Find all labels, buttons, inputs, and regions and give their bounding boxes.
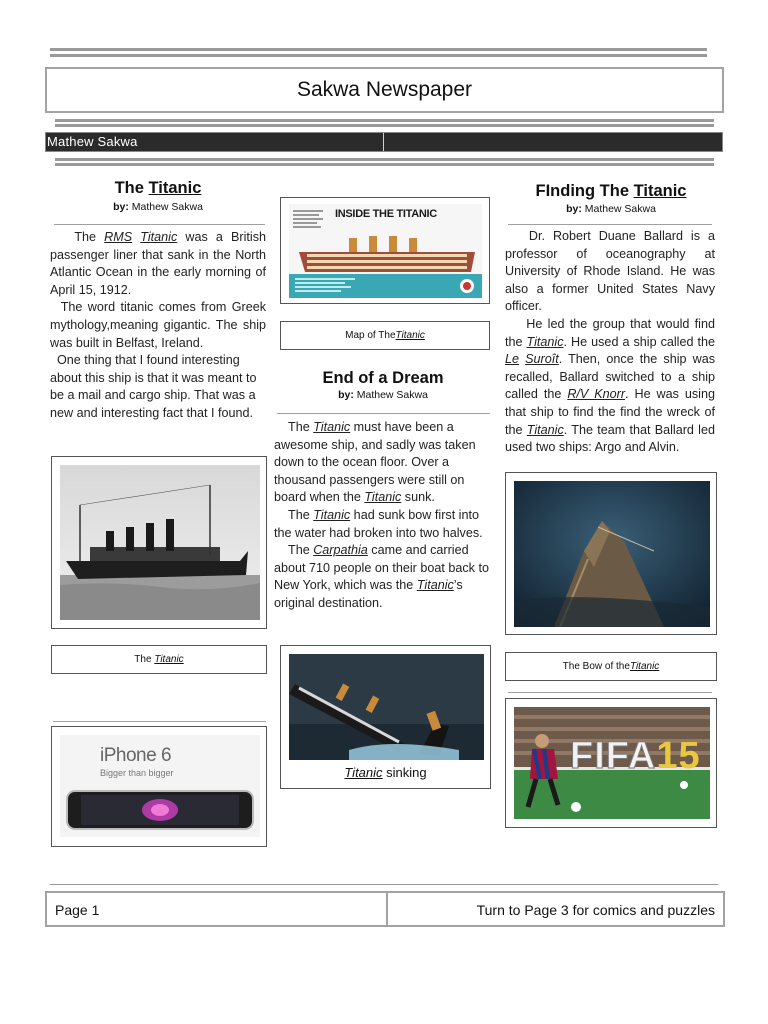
link-rms[interactable]: RMS	[104, 230, 133, 244]
top-rule-2	[50, 54, 707, 57]
masthead-rule-2	[55, 124, 714, 127]
col2-rule	[277, 413, 490, 414]
masthead-rule-1	[55, 119, 714, 122]
link-titanic[interactable]: Titanic	[416, 578, 454, 593]
col1-p2: The word titanic comes from Greek mythology,meaning gigantic. The ship was built in Belfast, Ireland.	[50, 300, 267, 350]
masthead	[45, 67, 724, 113]
map-caption-box	[280, 321, 490, 350]
col3-headline	[505, 182, 717, 201]
col2-p1: The Titanic must have been a awesome ship, and sadly was taken down to the ocean floor. Over a thousand passengers were still on board when the Titanic sunk.	[274, 420, 476, 505]
top-rule-1	[50, 48, 707, 51]
fifa-ad	[514, 707, 710, 819]
iphone-ad-frame[interactable]	[51, 726, 267, 847]
link-titanic[interactable]: Titanic	[140, 230, 178, 244]
col3-p1: Dr. Robert Duane Ballard is a professor of oceanography at University of Rhode Island. He was also a former United States Navy officer.	[505, 229, 715, 314]
col3-headline-link[interactable]: Titanic	[633, 182, 687, 200]
fifa-logo-text: FIFA	[570, 735, 657, 777]
link-titanic[interactable]: Titanic	[313, 420, 351, 434]
infographic-title: INSIDE THE TITANIC	[335, 208, 437, 220]
ship-cutaway	[289, 204, 482, 298]
col2-byline-name: Mathew Sakwa	[356, 389, 428, 401]
caption-titanic-link[interactable]: Titanic	[629, 661, 660, 672]
col2-p3: The Carpathia came and carried about 710 people on their boat back to New York, which was the Titanic’s original destination.	[274, 543, 489, 610]
fifa-logo	[570, 735, 701, 778]
col1-headline-link[interactable]: Titanic	[148, 179, 202, 197]
col3-caption-box	[505, 652, 717, 681]
footer-note: Turn to Page 3 for comics and puzzles	[476, 902, 715, 918]
col1-caption: The Titanic	[134, 654, 184, 665]
link-titanic[interactable]: Titanic	[364, 490, 402, 505]
map-caption-titanic-link[interactable]: Titanic	[395, 330, 425, 341]
sinking-caption: Titanic sinking	[344, 765, 427, 780]
col1-headline	[52, 179, 264, 198]
titanic-photo-frame	[51, 456, 267, 629]
sinking-photo	[289, 654, 484, 760]
col3-p2: He led the group that would find the Titanic. He used a ship called the Le Suroît. Then, once the ship was recalled, Ballard switched to a ship called the R/V Knorr. He was using that ship to find the find the wreck of the Titanic. The team that Ballard led used two ships: Argo and Alvin.	[505, 316, 716, 455]
bow-photo	[514, 481, 710, 627]
bar-rule-1	[55, 158, 714, 161]
ad-rule	[53, 721, 266, 722]
author-bar	[45, 132, 723, 152]
infographic-frame	[280, 197, 490, 304]
fifa-rule	[508, 692, 712, 693]
col1-headline-prefix: The	[114, 179, 149, 197]
col1-p3: One thing that I found interesting about this ship is that it was meant to be a mail and cargo ship. That was a new and interesting fact that I found.	[50, 353, 257, 420]
fifa-logo-num: 15	[656, 735, 701, 777]
iphone-ad	[60, 735, 260, 837]
author-bar-name: Mathew Sakwa	[47, 134, 138, 149]
bar-rule-2	[55, 163, 714, 166]
sinking-caption-titanic-link[interactable]: Titanic	[344, 765, 383, 780]
footer-divider	[386, 893, 388, 925]
footer	[45, 891, 725, 927]
col1-byline	[52, 201, 264, 213]
author-bar-divider	[383, 133, 384, 151]
sinking-photo-frame	[280, 645, 491, 789]
col2-body	[274, 419, 496, 613]
col2-headline: End of a Dream	[322, 369, 444, 387]
infographic	[289, 204, 482, 298]
titanic-photo	[60, 465, 260, 620]
col3-headline-prefix: FInding The	[535, 182, 634, 200]
link-carpathia[interactable]: Carpathia	[313, 543, 368, 558]
col1-rule	[54, 224, 265, 225]
masthead-title: Sakwa Newspaper	[296, 78, 473, 101]
link-titanic[interactable]: Titanic	[526, 422, 564, 437]
bow-photo-frame	[505, 472, 717, 635]
footer-page: Page 1	[55, 902, 100, 918]
link-le[interactable]: Le	[505, 352, 520, 367]
col3-byline	[505, 203, 717, 215]
col3-byline-prefix: by:	[566, 203, 585, 215]
col2-byline-prefix: by:	[338, 389, 357, 401]
col1-byline-name: Mathew Sakwa	[131, 201, 203, 213]
col3-byline-name: Mathew Sakwa	[584, 203, 656, 215]
footer-rule	[50, 884, 718, 885]
fifa-ad-frame[interactable]	[505, 698, 717, 828]
map-caption: Map of The Titanic	[345, 330, 425, 341]
col2-byline	[273, 389, 493, 401]
iphone-device	[65, 785, 255, 835]
col3-body	[505, 228, 715, 457]
caption-titanic-link[interactable]: Titanic	[154, 654, 184, 665]
link-titanic[interactable]: Titanic	[313, 507, 351, 522]
col3-rule	[508, 224, 712, 225]
link-suroit[interactable]: Suroît	[525, 352, 559, 367]
col1-p1: The RMS Titanic was a British passenger liner that sank in the North Atlantic Ocean in the early morning of April 15, 1912.	[50, 230, 267, 297]
col1-body	[50, 229, 266, 423]
col2-p2: The Titanic had sunk bow first into the water had broken into two halves.	[274, 507, 483, 540]
link-rv-knorr[interactable]: R/V Knorr	[567, 387, 626, 402]
col1-byline-prefix: by:	[113, 201, 132, 213]
iphone-ad-tagline: Bigger than bigger	[100, 768, 174, 778]
iphone-ad-title: iPhone 6	[100, 745, 172, 766]
col1-caption-box	[51, 645, 267, 674]
link-titanic[interactable]: Titanic	[526, 334, 564, 349]
col3-caption: The Bow of the Titanic	[562, 661, 660, 672]
